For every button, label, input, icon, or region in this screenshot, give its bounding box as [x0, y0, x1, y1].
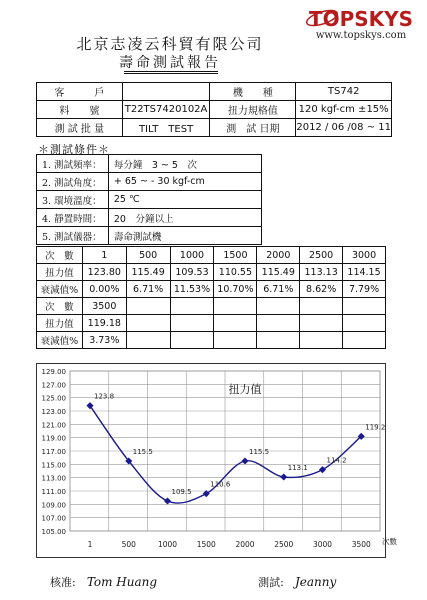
table-cell: 119.18 [82, 315, 126, 332]
data-label: 115.5 [249, 448, 270, 456]
table-cell [343, 332, 386, 349]
footer [50, 571, 390, 590]
table-cell [170, 298, 214, 315]
condition-value: 20 分鐘以上 [108, 209, 261, 227]
y-tick-label: 115.00 [41, 461, 66, 470]
table-row [37, 247, 386, 264]
data-label: 110.6 [210, 480, 231, 489]
condition-row [37, 191, 262, 209]
info-row [37, 83, 392, 101]
condition-value: + 65 ~ - 30 kgf-cm [108, 173, 261, 191]
data-label: 115.5 [132, 448, 153, 456]
condition-label: 3. 環境溫度： [37, 191, 109, 209]
customer-value [122, 83, 210, 101]
conditions-title: ＊測試條件＊ [38, 143, 110, 156]
condition-value: 壽命測試機 [108, 227, 261, 245]
chart-title: 扭力值 [228, 383, 262, 396]
data-label: 109.5 [171, 488, 192, 496]
y-tick-label: 127.00 [41, 381, 66, 390]
table-cell [126, 315, 170, 332]
data-label: 119.2 [365, 423, 386, 432]
data-table [36, 246, 386, 349]
condition-value: 每分鐘 3 ~ 5 次 [108, 155, 261, 173]
y-tick-label: 107.00 [41, 514, 66, 523]
table-cell: 1500 [214, 247, 257, 264]
table-cell: 113.13 [300, 264, 343, 281]
y-tick-label: 129.00 [41, 368, 66, 376]
y-tick-label: 117.00 [41, 448, 66, 456]
table-cell: 1000 [170, 247, 214, 264]
table-cell [300, 298, 343, 315]
part-value: T22TS7420102A [122, 101, 210, 119]
table-cell [257, 298, 300, 315]
table-cell: 10.70% [214, 281, 257, 298]
qty-label: 測 試 批 量 [37, 119, 123, 137]
y-tick-label: 121.00 [41, 421, 66, 430]
y-tick-label: 113.00 [41, 474, 66, 483]
table-row [37, 332, 386, 349]
x-tick-label: 3500 [351, 540, 371, 549]
table-cell: 11.53% [170, 281, 214, 298]
table-cell [343, 315, 386, 332]
y-tick-label: 119.00 [41, 434, 66, 443]
table-cell [257, 332, 300, 349]
table-cell: 1 [82, 247, 126, 264]
table-row [37, 315, 386, 332]
conditions-table [36, 154, 262, 245]
data-label: 114.2 [326, 456, 347, 465]
x-tick-label: 1000 [157, 540, 178, 549]
table-cell [300, 315, 343, 332]
y-tick-label: 123.00 [41, 408, 66, 416]
table-row [37, 298, 386, 315]
condition-label: 1. 測試頻率： [37, 155, 109, 173]
table-cell [300, 332, 343, 349]
x-axis-label: 次數 [382, 537, 397, 546]
table-cell: 0.00% [82, 281, 126, 298]
table-cell [126, 332, 170, 349]
part-label: 料 號 [37, 101, 123, 119]
table-cell: 2000 [257, 247, 300, 264]
y-tick-label: 111.00 [41, 488, 66, 496]
row-label: 扭力值 [37, 264, 83, 281]
condition-row [37, 209, 262, 227]
condition-label: 2. 測試角度： [37, 173, 109, 191]
tester-signature: Jeanny [294, 575, 337, 589]
info-row [37, 119, 392, 137]
table-cell [214, 298, 257, 315]
date-value: 2012 / 06 /08 ~ 11 [296, 119, 392, 137]
table-cell [343, 298, 386, 315]
table-cell: 3500 [82, 298, 126, 315]
row-label: 衰減值% [37, 332, 83, 349]
table-cell: 6.71% [257, 281, 300, 298]
company-name: 北京志凌云科貿有限公司 [76, 35, 264, 53]
info-table [36, 82, 392, 137]
logo-text: TOPSKYS [308, 7, 414, 31]
table-cell [170, 332, 214, 349]
table-cell: 8.62% [300, 281, 343, 298]
info-row [37, 101, 392, 119]
table-cell [214, 315, 257, 332]
date-label: 測 試 日期 [210, 119, 296, 137]
x-tick-label: 1500 [196, 540, 216, 549]
x-tick-label: 2500 [274, 540, 294, 549]
row-label: 次 數 [37, 247, 83, 264]
y-tick-label: 125.00 [41, 394, 66, 403]
table-cell: 3000 [343, 247, 386, 264]
report-title: 壽命測試報告 [119, 55, 221, 71]
row-label: 扭力值 [37, 315, 83, 332]
table-cell [257, 315, 300, 332]
condition-label: 5. 測試儀器： [37, 227, 109, 245]
table-row [37, 281, 386, 298]
table-cell: 114.15 [343, 264, 386, 281]
x-tick-label: 3000 [312, 540, 333, 549]
table-cell: 2500 [300, 247, 343, 264]
condition-row [37, 173, 262, 191]
table-cell: 115.49 [257, 264, 300, 281]
torque-chart [36, 363, 397, 558]
y-tick-label: 109.00 [41, 501, 66, 510]
table-cell [170, 315, 214, 332]
customer-label: 客 戶 [37, 83, 123, 101]
logo-url: www.topskys.com [315, 30, 407, 41]
title-underline [124, 71, 218, 72]
condition-row [37, 155, 262, 173]
table-cell: 6.71% [126, 281, 170, 298]
reviewer-signature: Tom Huang [86, 575, 158, 589]
table-cell [214, 332, 257, 349]
condition-row [37, 227, 262, 245]
row-label: 衰減值% [37, 281, 83, 298]
x-tick-label: 500 [121, 540, 136, 549]
reviewer-label: 核准: [50, 576, 76, 589]
qty-value: TILT TEST [122, 119, 210, 137]
table-cell: 123.80 [82, 264, 126, 281]
torque-spec-label: 扭力規格值 [210, 101, 296, 119]
table-cell: 110.55 [214, 264, 257, 281]
table-cell: 109.53 [170, 264, 214, 281]
data-label: 123.8 [94, 392, 115, 401]
table-cell: 7.79% [343, 281, 386, 298]
x-tick-label: 1 [87, 540, 93, 549]
condition-label: 4. 靜置時間： [37, 209, 109, 227]
table-cell: 115.49 [126, 264, 170, 281]
table-cell: 3.73% [82, 332, 126, 349]
table-cell: 500 [126, 247, 170, 264]
tester-label: 測試: [258, 576, 284, 589]
data-label: 113.1 [287, 464, 308, 472]
model-value: TS742 [296, 83, 392, 101]
model-label: 機 種 [210, 83, 296, 101]
condition-value: 25 ℃ [108, 191, 261, 209]
x-tick-label: 2000 [235, 540, 255, 549]
table-cell [126, 298, 170, 315]
table-row [37, 264, 386, 281]
torque-spec-value: 120 kgf-cm ±15% [296, 101, 392, 119]
y-tick-label: 105.00 [41, 528, 66, 536]
row-label: 次 數 [37, 298, 83, 315]
title-underline-2 [124, 73, 218, 74]
